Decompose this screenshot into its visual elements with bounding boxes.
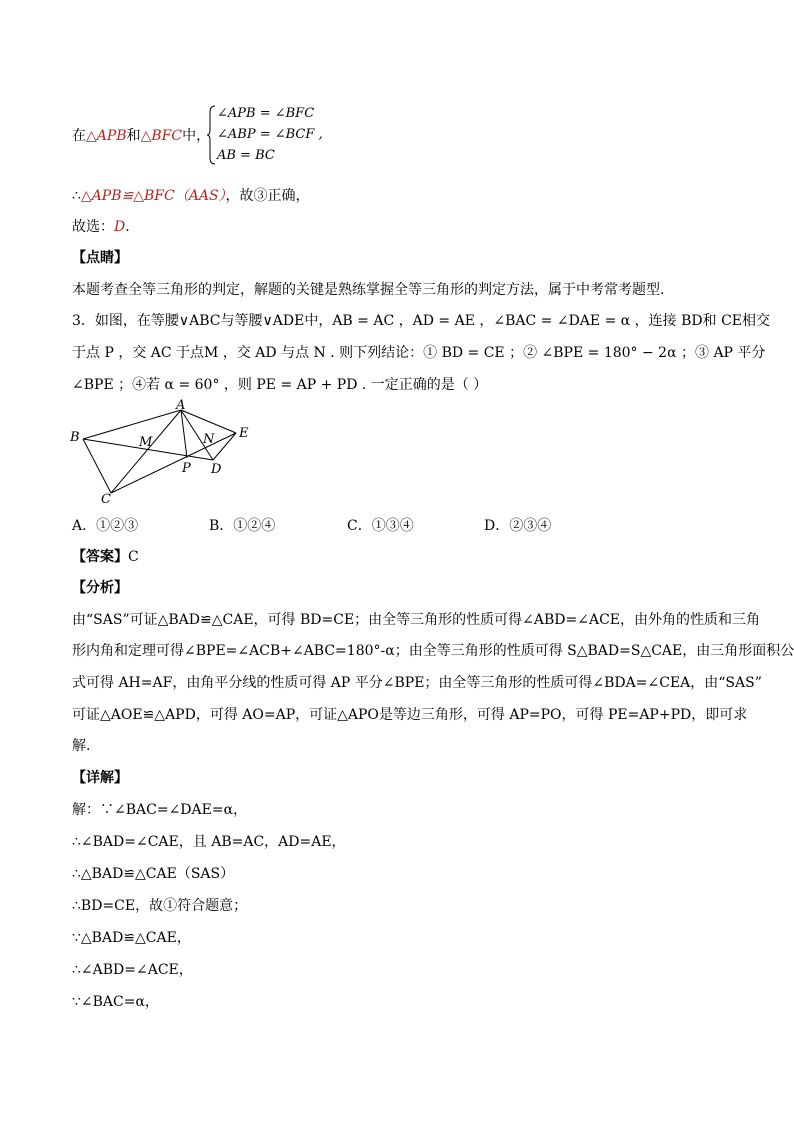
segment-ae [181, 410, 236, 433]
text: 故选： [72, 219, 114, 235]
label-p: P [182, 461, 191, 476]
detail-heading: 【详解】 [72, 770, 128, 786]
detail-line-5: ∵△BAD≌△CAE， [72, 930, 191, 946]
segment-ab [83, 410, 181, 439]
question-3-line-3: ∠BPE ；④若 α = 60° ，则 PE = AP + PD . 一定正确的是（ ） [72, 377, 488, 393]
answer-value: C [128, 549, 139, 565]
text: 在 [72, 128, 86, 144]
label-n: N [203, 432, 215, 447]
label-a: A [176, 398, 186, 413]
label-m: M [139, 435, 153, 450]
text: 和 [126, 128, 141, 144]
question-3-line-2: 于点 P ，交 AC 于点M ，交 AD 与点 N . 则下列结论：① BD = CE ；② ∠BPE = 180° − 2α ；③ AP 平分 [72, 345, 766, 361]
therefore-symbol: ∴ [72, 188, 81, 204]
text: 中， [182, 128, 211, 144]
selected-option: D [114, 219, 126, 235]
analysis-line-3: 式可得 AH=AF，由角平分线的性质可得 AP 平分∠BPE；由全等三角形的性质可得∠BDA=∠CEA，由“SAS” [72, 675, 762, 691]
segment-ac [111, 410, 181, 493]
label-e: E [239, 426, 249, 441]
detail-line-4: ∴BD=CE，故①符合题意； [72, 898, 248, 914]
text: ，故③正确， [225, 188, 310, 204]
triangle-apb: △APB [86, 128, 127, 144]
question-3-line-1: 3．如图，在等腰∨ABC与等腰∨ADE中，AB = AC ，AD = AE ，∠BAC = ∠DAE = α ，连接 BD和 CE相交 [72, 313, 771, 329]
option-c: C．①③④ [347, 518, 414, 534]
detail-line-6: ∴∠ABD=∠ACE， [72, 962, 193, 978]
option-a: A．①②③ [72, 518, 139, 534]
label-d: D [211, 462, 222, 477]
dianjing-heading: 【点睛】 [72, 250, 128, 266]
segment-bc [83, 439, 111, 493]
segment-de [213, 433, 236, 460]
analysis-line-2: 形内角和定理可得∠BPE=∠ACB+∠ABC=180°-α；由全等三角形的性质可得 S△BAD=S△CAE，由三角形面积公 [72, 643, 794, 659]
analysis-line-4: 可证△AOE≌△APD，可得 AO=AP，可证△APO是等边三角形，可得 AP=PO，可得 PE=AP+PD，即可求 [72, 707, 748, 723]
detail-line-1: 解：∵∠BAC=∠DAE=α， [72, 802, 248, 818]
analysis-line-1: 由“SAS”可证△BAD≌△CAE，可得 BD=CE；由全等三角形的性质可得∠ABD=∠ACE，由外角的性质和三角 [72, 612, 761, 628]
option-d: D．②③④ [484, 518, 552, 534]
text: . [125, 219, 130, 235]
detail-line-7: ∵∠BAC=α， [72, 994, 159, 1010]
label-c: C [101, 492, 111, 507]
system-row-2: ∠ABP = ∠BCF , [217, 127, 323, 142]
congruence-expr: △APB≌△BFC（AAS） [80, 188, 226, 204]
analysis-line-5: 解. [72, 738, 91, 754]
answer-heading: 【答案】 [72, 549, 128, 565]
detail-line-2: ∴∠BAD=∠CAE，且 AB=AC，AD=AE， [72, 834, 346, 850]
triangle-bfc: △BFC [140, 128, 183, 144]
answer-line [72, 547, 139, 567]
label-b: B [70, 430, 80, 445]
option-b: B．①②④ [209, 518, 276, 534]
detail-line-3: ∴△BAD≌△CAE（SAS） [72, 866, 235, 882]
system-row-1: ∠APB = ∠BFC [217, 106, 315, 121]
dianjing-text: 本题考查全等三角形的判定，解题的关键是熟练掌握全等三角形的判定方法，属于中考常考题型. [72, 282, 665, 298]
system-row-3: AB = BC [217, 148, 275, 163]
analysis-heading: 【分析】 [72, 580, 128, 596]
